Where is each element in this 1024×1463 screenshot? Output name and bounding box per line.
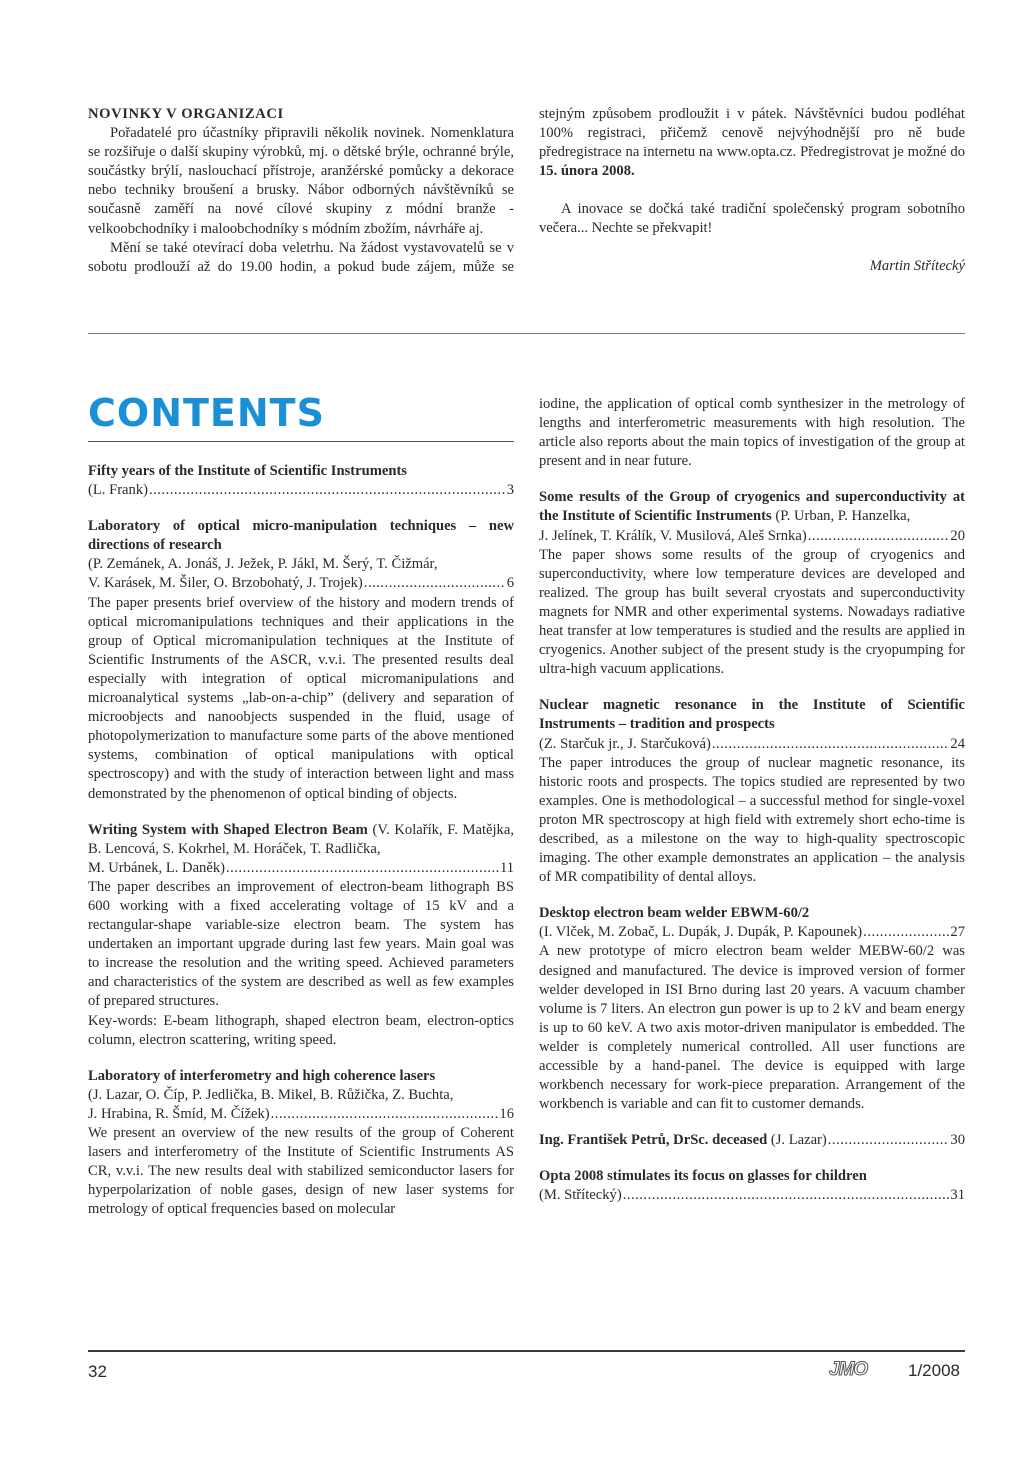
entry-title: Desktop electron beam welder EBWM-60/2 <box>539 905 810 922</box>
news-date: 15. února 2008. <box>539 163 635 180</box>
entry-leader-line <box>539 1131 965 1150</box>
entry-abstract: We present an overview of the new results of the group of Coherent lasers and interferometry of the Institute of Scientific Instruments AS CR, v.v.i. The new results deal with stabilized semiconductor lasers for hyperpolarization of noble gases, design of new laser systems for metrology of optical frequencies based on molecular <box>88 1125 514 1218</box>
entry-authors: J. Jelínek, T. Králík, V. Musilová, Aleš Srnka) <box>539 527 807 544</box>
news-paragraph-3: A inovace se dočká také tradiční společenský program sobotního večera... Nechte se překvapit! <box>539 201 965 237</box>
entry-abstract: A new prototype of micro electron beam welder MEBW-60/2 was designed and manufactured. The device is improved version of former welder developed in ISI Brno during last 20 years. A vacuum chamber volume is 7 liters. An electron gun power is up to 2 kV and beam energy is up to 60 keV. A two axis motor-driven manipulator is embedded. The welder is completely numerical controlled. All user functions are accessible by a hand-panel. The device is equipped with large workbench necessary for work-piece preparation. Arrangement of the workbench is variable and can fit to customer demands. <box>539 943 965 1113</box>
entry-leader-line <box>88 481 514 500</box>
dot-leader <box>863 923 949 942</box>
entry-authors: (Z. Starčuk jr., J. Starčuková) <box>539 735 711 752</box>
entry-leader-line <box>88 1105 514 1124</box>
entry-authors: V. Karásek, M. Šiler, O. Brzobohatý, J. Trojek) <box>88 575 363 592</box>
dot-leader <box>149 481 506 500</box>
entry-title: Opta 2008 stimulates its focus on glasses for children <box>539 1168 867 1185</box>
dot-leader <box>808 527 950 546</box>
entry-page-number: 27 <box>950 924 965 941</box>
entry-page-number: 16 <box>499 1105 514 1122</box>
entry-page-number: 6 <box>506 575 514 592</box>
dot-leader <box>271 1105 499 1124</box>
contents-entry-3 <box>88 821 514 1050</box>
dot-leader <box>364 574 506 593</box>
contents-entry-8 <box>539 1131 965 1150</box>
entry-abstract-continued: iodine, the application of optical comb synthesizer in the metrology of lengths and interferometric measurements with high resolution. The article also reports about the main topics of investigation of the group at present and in near future. <box>539 396 965 470</box>
entry-authors: J. Hrabina, R. Šmíd, M. Čížek) <box>88 1105 270 1122</box>
section-divider <box>88 333 965 334</box>
entry-page-number: 31 <box>950 1187 965 1204</box>
entry-authors-line-1: (P. Urban, P. Hanzelka, <box>775 508 911 525</box>
entry-leader-line <box>539 735 965 754</box>
entry-authors-line-1: (P. Zemánek, A. Jonáš, J. Ježek, P. Jákl, M. Šerý, T. Čižmár, <box>88 556 438 573</box>
entry-authors: (J. Lazar) <box>770 1132 827 1149</box>
entry-authors: M. Urbánek, L. Daněk) <box>88 859 225 876</box>
contents-entry-2 <box>88 517 514 803</box>
news-paragraph-2-continued <box>539 105 965 181</box>
news-paragraph-2: Mění se také otevírací doba veletrhu. Na žádost vystavovatelů se v sobotu prodlouží až do 19.00 hodin, a pokud bude zájem, může se <box>88 239 514 275</box>
dot-leader <box>828 1131 950 1150</box>
entry-title-line <box>539 488 965 526</box>
entry-title: Laboratory of optical micro-manipulation techniques – new directions of research <box>88 518 514 554</box>
entry-title-with-authors <box>539 1131 827 1150</box>
dot-leader <box>623 1186 950 1205</box>
contents-entry-9 <box>539 1167 965 1205</box>
entry-title: Some results of the Group of cryogenics and superconductivity at the Institute of Scientific Instruments <box>539 489 965 525</box>
entry-abstract: The paper shows some results of the group of cryogenics and superconductivity, where low temperature devices are developed and realized. The group has built several cryostats and superconductivity magnets for NMR and other experimental systems. Nowadays radiative heat transfer at low temperatures is studied and the results are applied in cryogenics. Another subject of the present study is the cryopumping for ultra-high vacuum applications. <box>539 546 965 678</box>
entry-leader-line <box>539 1186 965 1205</box>
entry-leader-line <box>539 527 965 546</box>
news-heading: NOVINKY V ORGANIZACI <box>88 106 284 122</box>
contents-entry-1 <box>88 462 514 500</box>
dot-leader <box>712 735 950 754</box>
entry-page-number: 20 <box>950 527 965 544</box>
footer-rule <box>88 1350 965 1352</box>
entry-title: Writing System with Shaped Electron Beam <box>88 821 368 838</box>
news-left-column <box>88 105 514 277</box>
news-paragraph-2-text: stejným způsobem prodloužit i v pátek. Návštěvníci budou podléhat 100% registraci, přičemž cenově nejvýhodnější pro ně bude předregistrace na internetu na www.opta.cz. Předregistrovat je možné do 15. února 2008. <box>539 106 965 180</box>
contents-left-column <box>88 462 514 1236</box>
entry-title: Laboratory of interferometry and high coherence lasers <box>88 1067 436 1084</box>
dot-leader <box>226 859 499 878</box>
entry-authors: (M. Střítecký) <box>539 1187 622 1204</box>
entry-page-number: 3 <box>506 482 514 499</box>
entry-authors-line-1: (V. Kolařík, F. Matějka, B. Lencová, S. Kokrhel, M. Horáček, T. Radlička, <box>88 821 514 857</box>
entry-leader-line <box>88 574 514 593</box>
entry-abstract: The paper presents brief overview of the history and modern trends of optical micromanipulations techniques and their applications in the group of Optical micromanipulation techniques at the Institute of Scientific Instruments of the ASCR, v.v.i. The presented results deal especially with integration of optical micromanipulations and microanalytical systems „lab-on-a-chip” (delivery and separation of microobjects and nanoobjects suspended in the fluid, usage of photopolymerization to manufacture some parts of the above mentioned systems, combination of optical manipulations with optical spectroscopy) and with the study of interaction between light and mass demonstrated by the phenomenon of optical binding of objects. <box>88 594 514 802</box>
entry-page-number: 24 <box>950 735 965 752</box>
entry-authors-line-1: (J. Lazar, O. Číp, P. Jedlička, B. Mikel, B. Růžička, Z. Buchta, <box>88 1086 454 1103</box>
entry-abstract: The paper introduces the group of nuclear magnetic resonance, its historic roots and prospects. The topics studied are represented by two examples. One is methodological – a successful method for single-voxel proton MR spectroscopy at high field with extremely short echo-time is described, as a milestone on the way to high-quality spectroscopic imaging. The other example demonstrates an application – the analysis of MR compatibility of dental alloys. <box>539 754 965 886</box>
footer-issue: 1/2008 <box>908 1361 960 1380</box>
entry-keywords: Key-words: E-beam lithograph, shaped electron beam, electron-optics column, electron scattering, writing speed. <box>88 1012 514 1048</box>
entry-leader-line <box>539 923 965 942</box>
entry-title: Ing. František Petrů, DrSc. deceased <box>539 1132 768 1149</box>
contents-right-column <box>539 395 965 1223</box>
entry-title-line <box>88 821 514 859</box>
contents-entry-7 <box>539 904 965 1114</box>
news-paragraph-1: Pořadatelé pro účastníky připravili několik novinek. Nomenklatura se rozšiřuje o další skupiny výrobků, mj. o dětské brýle, ochranné brýle, součástky brýlí, naslouchací přístroje, aranžérské pomůcky a dekorace nebo techniky broušení a brusky. Nábor odborných návštěvníků se současně zaměří na nové cílové skupiny z módní branže - velkoobchodníky i maloobchodníky s módním zbožím, návrháře aj. <box>88 125 514 237</box>
contents-entry-4 <box>88 1067 514 1220</box>
contents-entry-6 <box>539 696 965 887</box>
entry-authors: (I. Vlček, M. Zobač, L. Dupák, J. Dupák, P. Kapounek) <box>539 924 863 941</box>
news-signature: Martin Střítecký <box>869 258 965 275</box>
entry-leader-line <box>88 859 514 878</box>
entry-abstract: The paper describes an improvement of electron-beam lithograph BS 600 working with a fixed accelerating voltage of 15 kV and a rectangular-shape variable-size electron beam. The system has undertaken an important upgrade during last few years. Main goal was to increase the resolution and the writing speed. Achieved parameters and characteristics of the system are described as well as few examples of prepared structures. <box>88 878 514 1010</box>
entry-authors: (L. Frank) <box>88 482 148 499</box>
contents-title-underline <box>88 441 514 442</box>
contents-entry-4-continued <box>539 395 965 471</box>
entry-page-number: 11 <box>499 859 514 876</box>
contents-title: CONTENTS <box>88 391 325 435</box>
entry-page-number: 30 <box>950 1132 965 1149</box>
contents-entry-5 <box>539 488 965 679</box>
entry-title: Nuclear magnetic resonance in the Institute of Scientific Instruments – tradition and prospects <box>539 697 965 733</box>
news-right-column <box>539 105 965 276</box>
journal-logo: JMO <box>829 1359 868 1380</box>
entry-title: Fifty years of the Institute of Scientific Instruments <box>88 463 407 479</box>
footer-page-number: 32 <box>88 1362 107 1381</box>
